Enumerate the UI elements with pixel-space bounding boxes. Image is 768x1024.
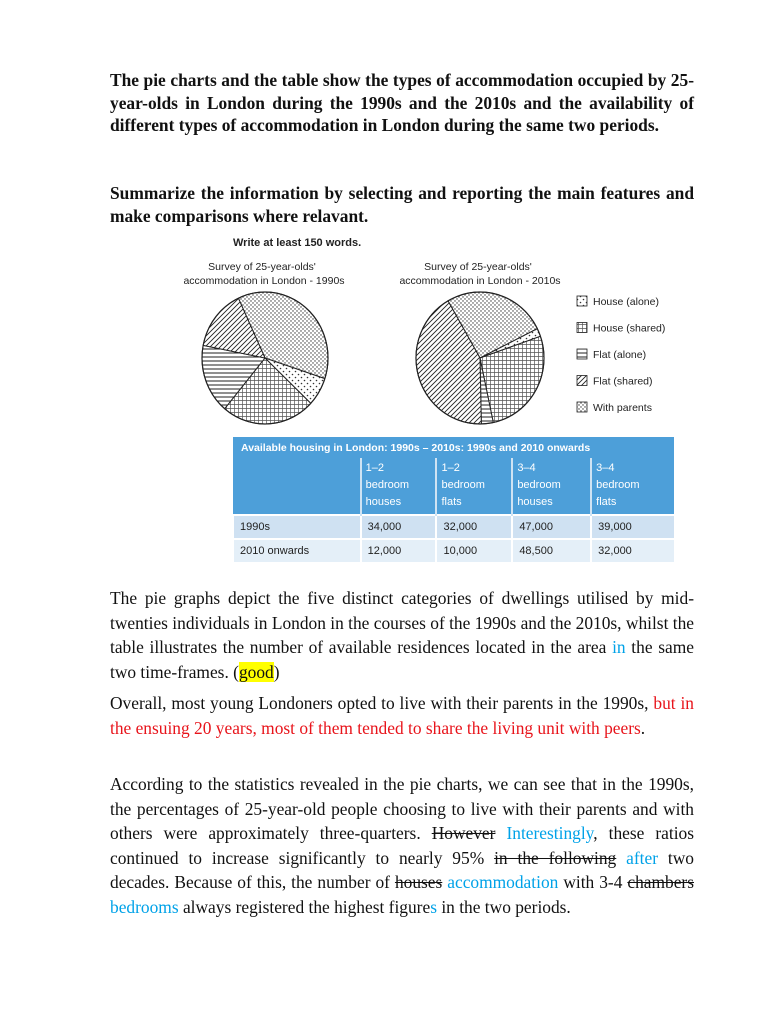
legend-swatch-flat-shared [577,376,587,386]
table-cell: 12,000 [361,539,437,562]
legend-label-with-parents: With parents [593,402,652,414]
legend-swatch-with-parents [577,402,587,412]
task-prompt: The pie charts and the table show the types of accommodation occupied by 25-year-olds in London during the 1990s and the 2010s and the availability of different types of accommodation in London during the same two periods. [110,70,694,135]
table-cell: 32,000 [436,515,512,539]
table-cell: 34,000 [361,515,437,539]
table-row [233,515,674,539]
task-instruction: Summarize the information by selecting and reporting the main features and make comparisons where relavant. [110,183,694,226]
table-col-header: 3–4 bedroom flats [591,458,674,515]
pie-2010s-title-line1: Survey of 25-year-olds' [424,261,532,273]
correction-insert: s [430,896,437,917]
pie-legend [577,296,665,414]
table-cell: 10,000 [436,539,512,562]
legend-label-flat-alone: Flat (alone) [593,349,647,361]
table-col-header: 3–4 bedroom houses [512,458,591,515]
pie-1990s [202,292,328,424]
pie-charts-svg [150,232,690,437]
essay-paragraph-overview: Overall, most young Londoners opted to live with their parents in the 1990s, but in the ensuing 20 years, most of them tended to share the living unit with peers. [110,693,694,738]
essay-paragraph-body: According to the statistics revealed in the pie charts, we can see that in the 1990s, the percentages of 25-year-old people choosing to live with their parents and with others were approximately three-quarters. However Interestingly, these ratios continued to increase significantly to nearly 95% in the following after two decades. Because of this, the number of houses accommodation with 3-4 chambers bedrooms always registered the highest figures in the two periods. [110,774,694,917]
correction-insert: in [612,637,626,657]
table-title: Available housing in London: 1990s – 2010s: 1990s and 2010 onwards [233,437,674,458]
table-cell: 48,500 [512,539,591,562]
legend-label-house-shared: House (shared) [593,322,666,335]
table-row-label: 1990s [233,515,361,539]
deleted-word: However [431,823,496,843]
pie-2010s [416,292,544,424]
table-cell: 32,000 [591,539,674,562]
flagged-phrase: but in the ensuing 20 years, most of them tended to share the living unit with peers [110,693,694,738]
table-col-header: 1–2 bedroom houses [361,458,437,515]
deleted-word: houses [394,872,443,892]
correction-insert: bedrooms [110,896,179,917]
legend-swatch-house-alone [577,296,587,306]
legend-label-flat-shared: Flat (shared) [593,375,653,388]
figure-instruction: Write at least 150 words. [233,237,362,249]
feedback-comment: good [238,661,274,682]
legend-label-house-alone: House (alone) [593,296,659,308]
table-cell: 47,000 [512,515,591,539]
correction-insert: Interestingly [506,823,594,843]
pie-2010s-title-line2: accommodation in London - 2010s [399,275,561,287]
table-row [233,539,674,562]
correction-insert: accommodation [447,872,559,892]
table-col-header: 1–2 bedroom flats [436,458,512,515]
pie-1990s-title-line1: Survey of 25-year-olds' [208,261,316,273]
deleted-word: chambers [627,872,694,892]
correction-insert: after [626,847,659,868]
legend-swatch-house-shared [577,323,587,333]
table-cell: 39,000 [591,515,674,539]
deleted-word: in the following [494,847,617,868]
legend-swatch-flat-alone [577,349,587,359]
housing-table [232,437,674,562]
essay-paragraph-intro: The pie graphs depict the five distinct categories of dwellings utilised by mid-twenties individuals in London in the courses of the 1990s and the 2010s, whilst the table illustrates the number of available residences located in the area in the same two time-frames. (good) [110,588,694,682]
pie-1990s-title-line2: accommodation in London - 1990s [183,275,345,287]
table-corner [233,458,361,515]
table-row-label: 2010 onwards [233,539,361,562]
